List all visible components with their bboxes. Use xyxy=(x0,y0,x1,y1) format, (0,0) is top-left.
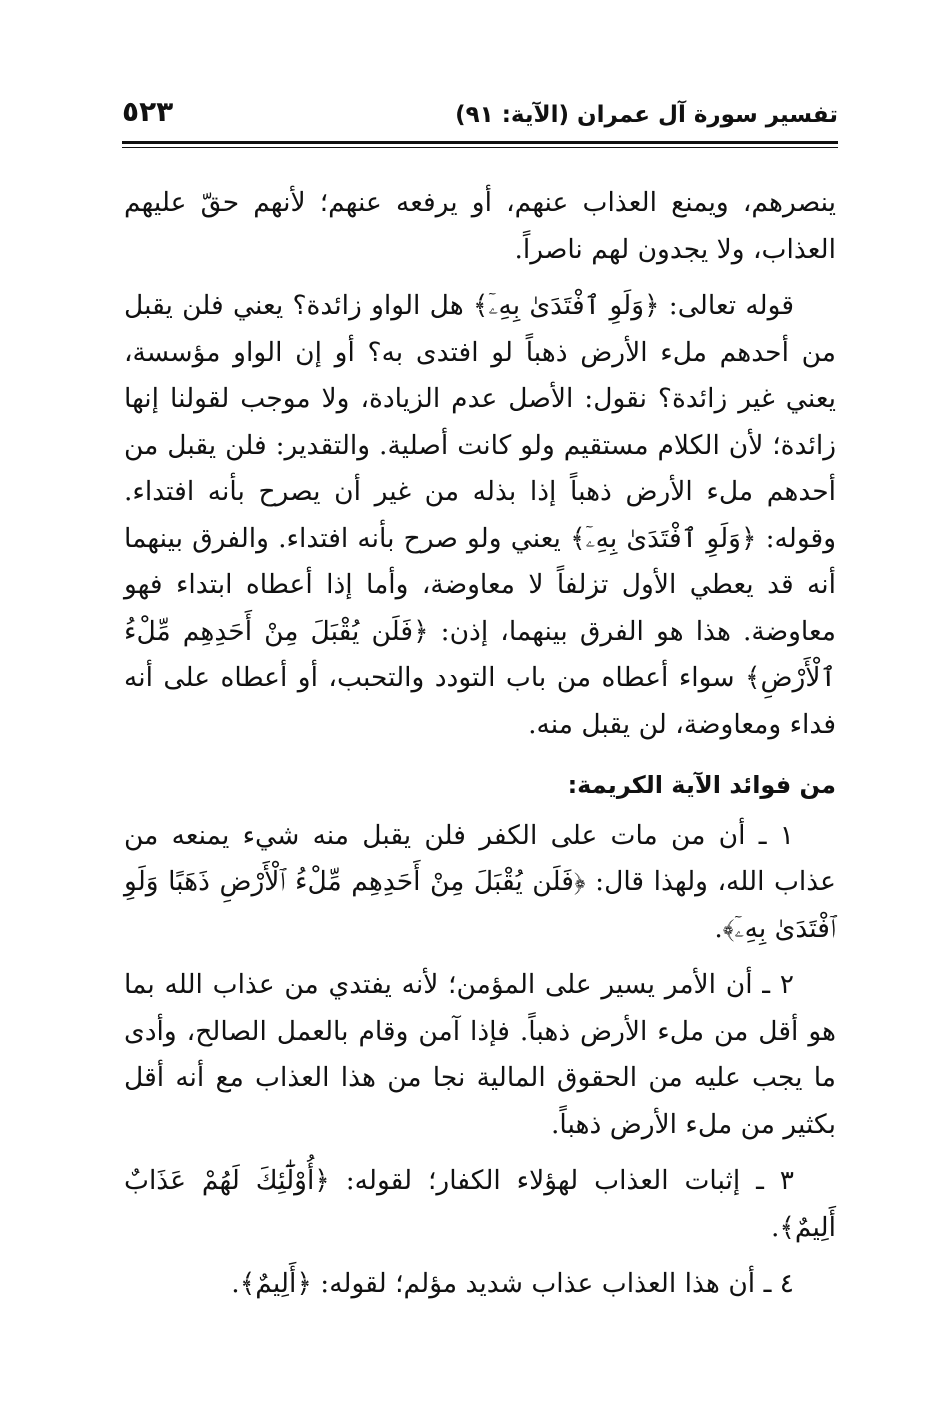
page-header xyxy=(122,96,838,136)
benefit-item-3: ٣ ـ إثبات العذاب لهؤلاء الكفار؛ لقوله: ﴿أُوْلَٰٓئِكَ لَهُمْ عَذَابٌ أَلِيمٌ﴾. xyxy=(124,1165,836,1243)
benefit-item-1: ١ ـ أن من مات على الكفر فلن يقبل منه شيء يمنعه من عذاب الله، ولهذا قال: ﴿فَلَن يُقْبَلَ مِنْ أَحَدِهِم مِّلْءُ ٱلْأَرْضِ ذَهَبًا وَلَوِ ٱفْتَدَىٰ بِهِۦٓ﴾. xyxy=(124,819,836,944)
header-rule-thick xyxy=(122,141,838,144)
benefit-item-4: ٤ ـ أن هذا العذاب عذاب شديد مؤلم؛ لقوله: ﴿أَلِيمٌ﴾. xyxy=(231,1268,794,1299)
page-body xyxy=(124,180,836,1308)
benefit-item-2: ٢ ـ أن الأمر يسير على المؤمن؛ لأنه يفتدي من عذاب الله بما هو أقل من ملء الأرض ذهباً. فإذا آمن وقام بالعمل الصالح، وأدى ما يجب عليه من الحقوق المالية نجا من هذا العذاب مع أنه أقل بكثير من ملء الأرض ذهباً. xyxy=(124,969,836,1140)
paragraph-commentary: قوله تعالى: ﴿وَلَوِ ٱفْتَدَىٰ بِهِۦٓ﴾ هل الواو زائدة؟ يعني فلن يقبل من أحدهم ملء الأرض ذهباً لو افتدى به؟ أو إن الواو مؤسسة، يعني غير زائدة؟ نقول: الأصل عدم الزيادة، ولا موجب لقولنا إنها زائدة؛ لأن الكلام مستقيم ولو كانت أصلية. والتقدير: فلن يقبل من أحدهم ملء الأرض ذهباً إذا بذله من غير أن يصرح بأنه افتداء. وقوله: ﴿وَلَوِ ٱفْتَدَىٰ بِهِۦٓ﴾ يعني ولو صرح بأنه افتداء. والفرق بينهما أنه قد يعطي الأول تزلفاً لا معاوضة، وأما إذا أعطاه ابتداء فهو معاوضة. هذا هو الفرق بينهما، إذن: ﴿فَلَن يُقْبَلَ مِنْ أَحَدِهِم مِّلْءُ ٱلْأَرْضِ﴾ سواء أعطاه من باب التودد والتحبب، أو أعطاه على أنه فداء ومعاوضة، لن يقبل منه. xyxy=(124,290,836,740)
page-number: ٥٢٣ xyxy=(122,95,174,128)
benefits-heading: من فوائد الآية الكريمة: xyxy=(567,771,836,799)
header-rule-thin xyxy=(122,147,838,148)
paragraph-continuation: ينصرهم، ويمنع العذاب عنهم، أو يرفعه عنهم؛ لأنهم حقّ عليهم العذاب، ولا يجدون لهم ناصراً. xyxy=(124,187,836,265)
running-title: تفسير سورة آل عمران (الآية: ٩١) xyxy=(455,102,838,128)
